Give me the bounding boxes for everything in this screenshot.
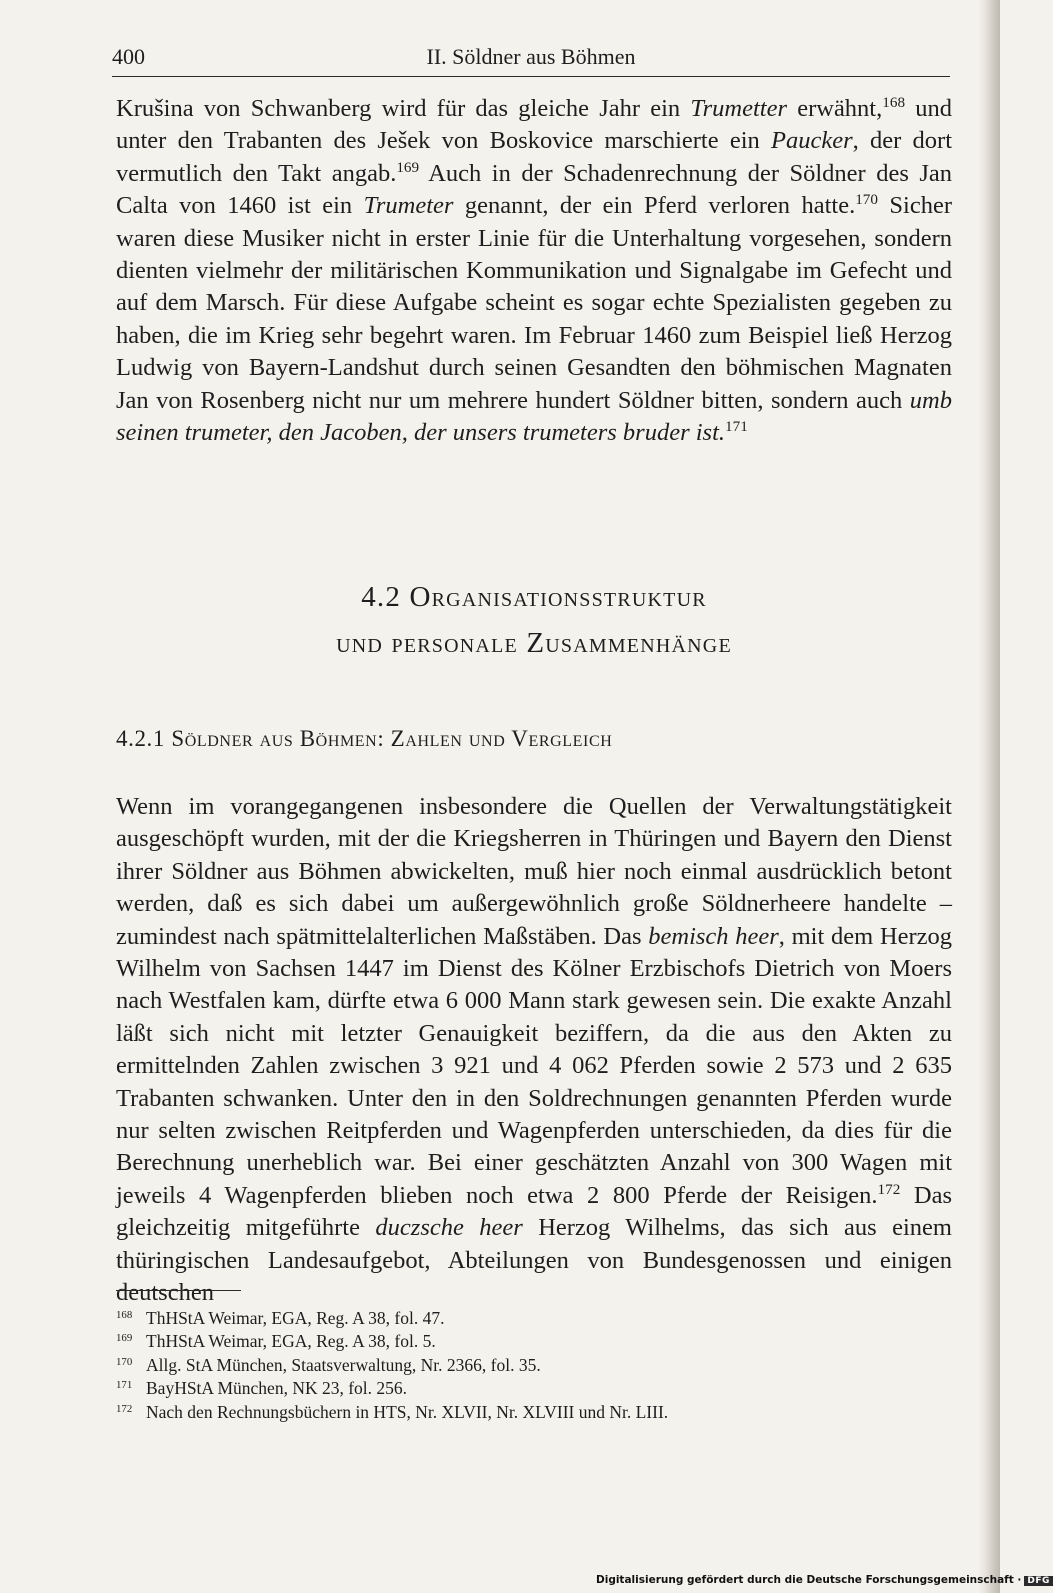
footnote-ref-171[interactable]: 171 — [725, 417, 748, 435]
emphasis-duczsche-heer: duczsche heer — [375, 1214, 523, 1242]
emphasis-trumeter: Trumeter — [363, 192, 454, 220]
footnote-171: $^{171}$ BayHStA München, NK 23, fol. 256. — [116, 1378, 408, 1398]
footnote-169: $^{169}$ ThHStA Weimar, EGA, Reg. A 38, fol. 5. — [116, 1331, 436, 1351]
page-number: 400 — [112, 44, 145, 69]
footnote-170: $^{170}$ Allg. StA München, Staatsverwaltung, Nr. 2366, fol. 35. — [116, 1355, 541, 1375]
page-spine-shadow — [978, 0, 1000, 1593]
footnote-ref-172[interactable]: 172 — [877, 1180, 901, 1198]
footnote-168: $^{168}$ ThHStA Weimar, EGA, Reg. A 38, fol. 47. — [116, 1308, 445, 1328]
section-title-line-2: und personale Zusammenhänge — [336, 627, 732, 659]
footnote-divider — [116, 1290, 241, 1291]
emphasis-quote: umb seinen trumeter, den Jacoben, der unsers trumeters bruder ist. — [116, 386, 952, 447]
footnote-ref-170[interactable]: 170 — [855, 191, 878, 209]
paragraph-numbers: Wenn im vorangegangenen insbesondere die Quellen der Verwaltungstätigkeit ausgeschöpft wurden, mit der die Kriegsherren in Thüringen und Bayern den Dienst ihrer Söldner aus Böhmen abwickelten, muß hier noch einmal ausdrücklich betont werden, daß es sich dabei um außergewöhnlich große Söldnerheere handelte – zumindest nach spätmittelalterlichen Maßstäben. Das bemisch heer, mit dem Herzog Wilhelm von Sachsen 1447 im Dienst des Kölner Erzbischofs Dietrich von Moers nach Westfalen kam, dürfte etwa 6 000 Mann stark gewesen sein. Die exakte Anzahl läßt sich nicht mit letzter Genauigkeit beziffern, da die aus den Akten zu ermittelnden Zahlen zwischen 3 921 und 4 062 Pferden sowie 2 573 und 2 635 Trabanten schwanken. Unter den in den Soldrechnungen genannten Pferden wurde nur selten zwischen Reitpferden und Wagenpferden unterschieden, da dies für die Berechnung unerheblich war. Bei einer geschätzten Anzahl von 300 Wagen mit jeweils 4 Wagenpferden blieben noch etwa 2 800 Pferde der Reisigen.$^{172}$ Das gleichzeitig mitgeführte duczsche heer Herzog Wilhelms, das sich aus einem thüringischen Landesaufgebot, Abteilungen von Bundesgenossen und einigen deutschen — [116, 793, 952, 1307]
emphasis-trumetter: Trumetter — [690, 95, 788, 122]
digitization-credit: Digitalisierung gefördert durch die Deutsche Forschungsgemeinschaft · DFG — [596, 1574, 1053, 1586]
footnote-ref-169[interactable]: 169 — [396, 158, 420, 176]
subsection-title: 4.2.1 Söldner aus Böhmen: Zahlen und Vergleich — [116, 726, 613, 751]
running-title: II. Söldner aus Böhmen — [426, 44, 636, 69]
emphasis-paucker: Paucker — [771, 127, 853, 155]
emphasis-bemisch-heer: bemisch heer — [648, 922, 779, 950]
paragraph-musicians: Krušina von Schwanberg wird für das gleiche Jahr ein Trumetter erwähnt,$^{168}$ und unter den Trabanten des Ješek von Boskovice marschierte ein Paucker, der dort vermutlich den Takt angab.$^{169}$ Auch in der Schadenrechnung der Söldner des Jan Calta von 1460 ist ein Trumeter genannt, der ein Pferd verloren hatte.$^{170}$ Sicher waren diese Musiker nicht in erster Linie für die Unterhaltung vorgesehen, sondern dienten vielmehr der militärischen Kommunikation und Signalgabe im Gefecht und auf dem Marsch. Für diese Aufgabe scheint es sogar echte Spezialisten gegeben zu haben, die im Krieg sehr begehrt waren. Im Februar 1460 zum Beispiel ließ Herzog Ludwig von Bayern-Landshut durch seinen Gesandten den böhmischen Magnaten Jan von Rosenberg nicht nur um mehrere hundert Söldner bitten, sondern auch umb seinen trumeter, den Jacoben, der unsers trumeters bruder ist.$^{171}$ — [116, 93, 953, 447]
running-header — [112, 44, 950, 77]
dfg-logo-icon: DFG — [1024, 1576, 1053, 1586]
footnote-172: $^{172}$ Nach den Rechnungsbüchern in HTS, Nr. XLVII, Nr. XLVIII und Nr. LIII. — [116, 1402, 669, 1422]
footnote-ref-168[interactable]: 168 — [882, 93, 906, 111]
section-title-line-1: 4.2 Organisationsstruktur — [361, 581, 707, 613]
